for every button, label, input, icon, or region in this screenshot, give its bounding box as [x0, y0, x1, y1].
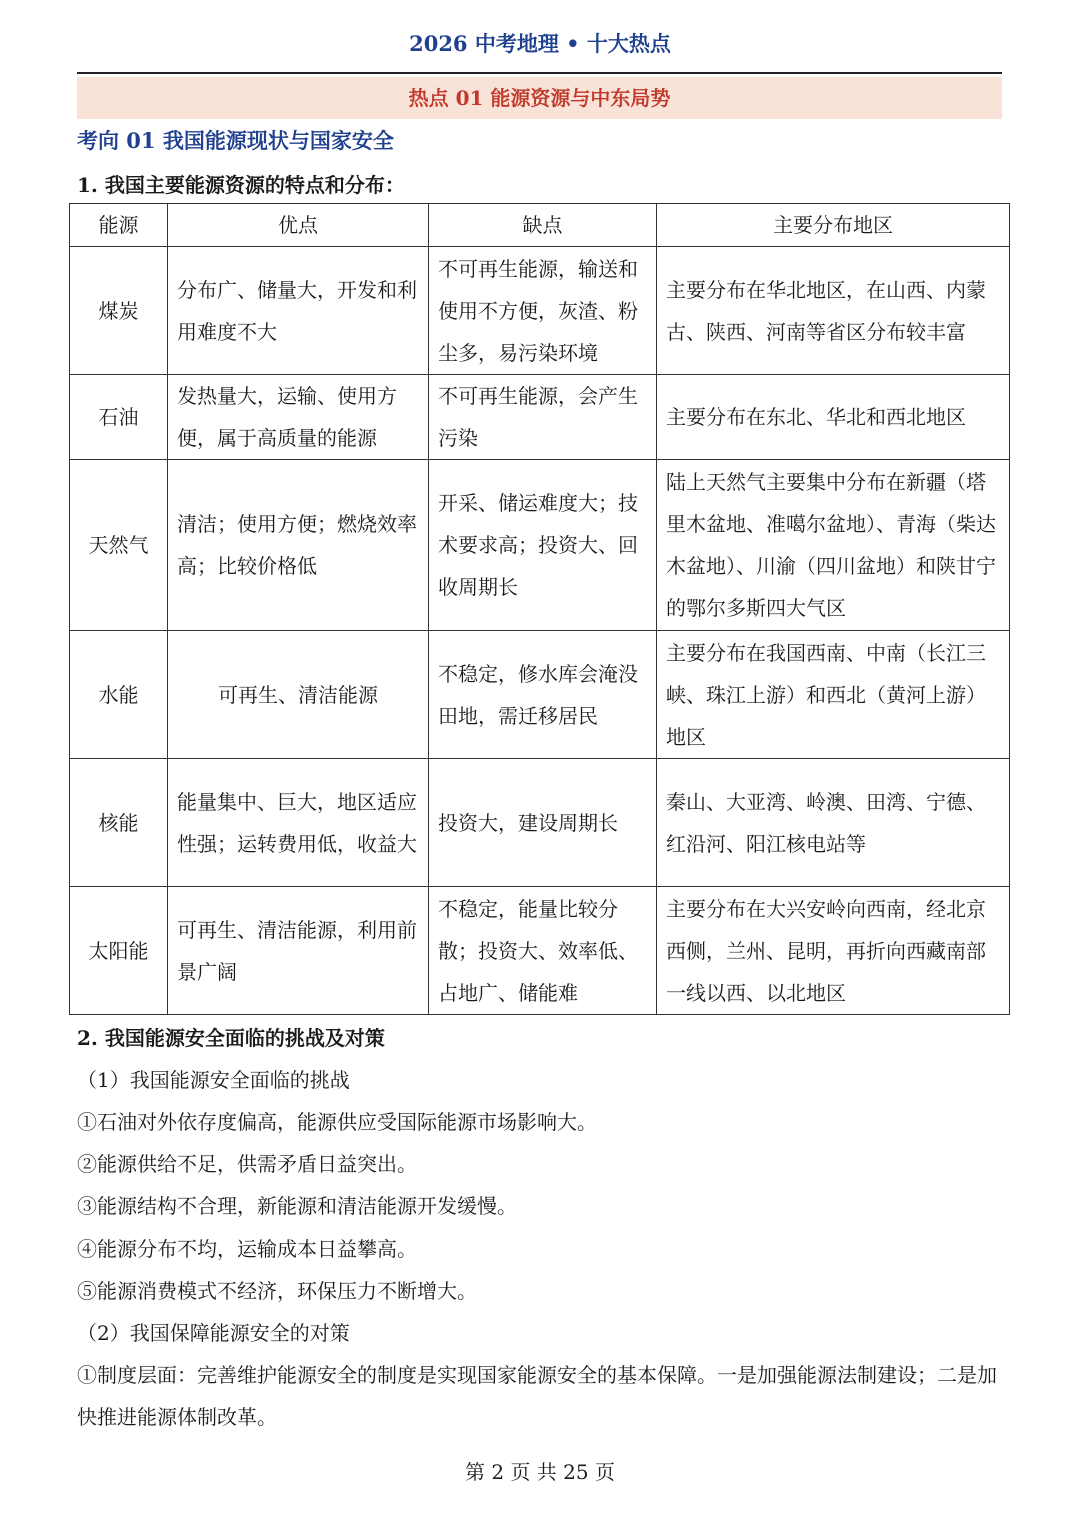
- energy-region: 主要分布在大兴安岭向西南，经北京西侧，兰州、昆明，再折向西藏南部一线以西、以北地区: [657, 887, 1010, 1015]
- energy-cons: 不可再生能源，输送和使用不方便，灰渣、粉尘多，易污染环境: [429, 247, 657, 375]
- question-1-title: 1. 我国主要能源资源的特点和分布：: [77, 173, 405, 197]
- energy-name: 石油: [70, 375, 168, 460]
- energy-pros: 清洁；使用方便；燃烧效率高；比较价格低: [168, 460, 429, 631]
- list-item: ①石油对外依存度偏高，能源供应受国际能源市场影响大。: [77, 1110, 597, 1134]
- energy-region: 秦山、大亚湾、岭澳、田湾、宁德、红沿河、阳江核电站等: [657, 759, 1010, 887]
- energy-pros: 能量集中、巨大，地区适应性强；运转费用低，收益大: [168, 759, 429, 887]
- table-row: [70, 247, 1010, 375]
- table-row: [70, 460, 1010, 631]
- question-2-title: 2. 我国能源安全面临的挑战及对策: [77, 1026, 385, 1050]
- energy-pros: 可再生、清洁能源: [168, 631, 429, 759]
- energy-name: 煤炭: [70, 247, 168, 375]
- list-item: ②能源供给不足，供需矛盾日益突出。: [77, 1152, 417, 1176]
- energy-region: 主要分布在东北、华北和西北地区: [657, 375, 1010, 460]
- header-energy: 能源: [70, 204, 168, 247]
- list-item: ⑤能源消费模式不经济，环保压力不断增大。: [77, 1279, 477, 1303]
- energy-table: [69, 203, 1010, 1015]
- table-row: [70, 759, 1010, 887]
- energy-region: 陆上天然气主要集中分布在新疆（塔里木盆地、准噶尔盆地）、青海（柴达木盆地）、川渝（四川盆地）和陕甘宁的鄂尔多斯四大气区: [657, 460, 1010, 631]
- energy-cons: 不稳定，修水库会淹没田地，需迁移居民: [429, 631, 657, 759]
- page-footer: 第 2 页 共 25 页: [465, 1460, 615, 1484]
- energy-pros: 可再生、清洁能源，利用前景广阔: [168, 887, 429, 1015]
- table-row: [70, 375, 1010, 460]
- header-pros: 优点: [168, 204, 429, 247]
- measures-subtitle: （2）我国保障能源安全的对策: [77, 1321, 350, 1345]
- challenges-subtitle: （1）我国能源安全面临的挑战: [77, 1068, 350, 1092]
- header-region: 主要分布地区: [657, 204, 1010, 247]
- section-title: 考向 01 我国能源现状与国家安全: [77, 128, 394, 153]
- header-cons: 缺点: [429, 204, 657, 247]
- energy-pros: 分布广、储量大，开发和利用难度不大: [168, 247, 429, 375]
- energy-region: 主要分布在我国西南、中南（长江三峡、珠江上游）和西北（黄河上游）地区: [657, 631, 1010, 759]
- energy-cons: 不稳定，能量比较分散；投资大、效率低、占地广、储能难: [429, 887, 657, 1015]
- energy-name: 水能: [70, 631, 168, 759]
- list-item: ③能源结构不合理，新能源和清洁能源开发缓慢。: [77, 1194, 517, 1218]
- header-divider: [77, 72, 1002, 74]
- document-header: 2026 中考地理 • 十大热点: [409, 31, 671, 56]
- energy-cons: 不可再生能源，会产生污染: [429, 375, 657, 460]
- hot-topic-banner: 热点 01 能源资源与中东局势: [77, 77, 1002, 119]
- energy-name: 天然气: [70, 460, 168, 631]
- energy-cons: 投资大，建设周期长: [429, 759, 657, 887]
- energy-name: 核能: [70, 759, 168, 887]
- energy-region: 主要分布在华北地区，在山西、内蒙古、陕西、河南等省区分布较丰富: [657, 247, 1010, 375]
- energy-pros: 发热量大，运输、使用方便，属于高质量的能源: [168, 375, 429, 460]
- measure-paragraph: ①制度层面：完善维护能源安全的制度是实现国家能源安全的基本保障。一是加强能源法制建设；二是加快推进能源体制改革。: [77, 1363, 997, 1429]
- table-row: [70, 887, 1010, 1015]
- table-row: [70, 631, 1010, 759]
- table-header-row: [70, 204, 1010, 247]
- list-item: ④能源分布不均，运输成本日益攀高。: [77, 1237, 417, 1261]
- energy-name: 太阳能: [70, 887, 168, 1015]
- energy-cons: 开采、储运难度大；技术要求高；投资大、回收周期长: [429, 460, 657, 631]
